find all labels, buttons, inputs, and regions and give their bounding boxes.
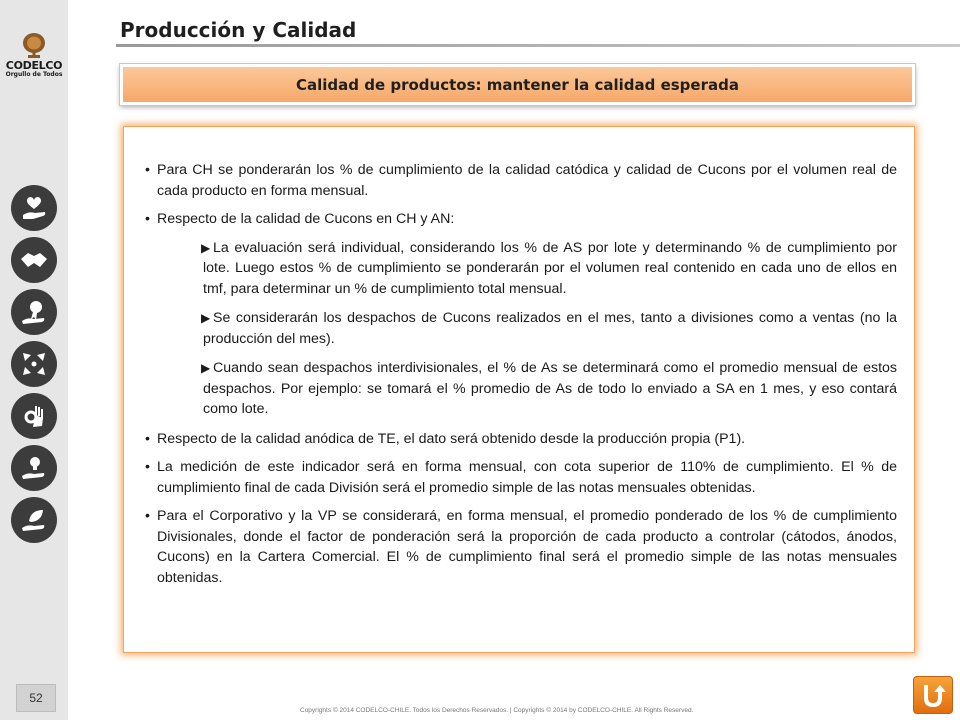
copyright-footer: Copyrights © 2014 CODELCO-CHILE. Todos los Derechos Reservados. | Copyrights © 2014 by CODELCO-CHILE. All Rights Reserved. [300,707,694,714]
bullet-text: Respecto de la calidad de Cucons en CH y AN: [157,211,455,227]
bullet-text: Respecto de la calidad anódica de TE, el dato será obtenido desde la producción propia (P1). [157,430,746,447]
logo-tagline: Orgullo de Todos [5,71,63,78]
bullet-item [145,429,897,450]
arrows-inward-icon [11,341,57,387]
sub-bullet-text: La evaluación será individual, considerando los % de AS por lote y determinando % de cumplimiento por lote. Luego estos % de cumplimiento se ponderarán por el volumen real contenido en cada uno de ellos en tmf, para determinar un % de cumplimiento total mensual. [203,239,897,297]
triangle-bullet-icon: ▶ [201,311,211,325]
triangle-bullet-icon: ▶ [201,361,211,375]
codelco-emblem-icon [19,30,49,60]
ok-hand-icon [11,393,57,439]
sub-bullet-item [145,358,897,420]
bullet-dot-icon: • [145,211,150,227]
bullet-dot-icon: • [145,459,150,475]
sidebar-icon-list [11,185,59,549]
u-turn-arrow-icon [919,681,947,709]
lightbulb-hand-icon [11,445,57,491]
bullet-item [145,209,897,230]
sub-bullet-text: Se considerarán los despachos de Cucons realizados en el mes, tanto a divisiones como a ventas (no la producción del mes). [203,310,897,347]
award-ribbon-icon [11,289,57,335]
bullet-text: Para el Corporativo y la VP se considerará, en forma mensual, el promedio ponderado de los % de cumplimiento Divisionales, donde el factor de ponderación será la proporción de cada producto a controlar (cátodos, ánodos, Cucons) en la Cartera Comercial. El % de cumplimiento final será el promedio simple de las notas mensuales obtenidas. [157,508,897,586]
bullet-dot-icon: • [145,430,150,447]
sidebar [0,0,68,720]
triangle-bullet-icon: ▶ [201,240,211,255]
return-button[interactable] [913,676,953,714]
logo-brand: CODELCO [5,59,63,72]
sub-bullet-item [145,238,897,300]
bullet-text: Para CH se ponderarán los % de cumplimiento de la calidad catódica y calidad de Cucons por el volumen real de cada producto en forma mensual. [157,162,897,199]
page-title: Producción y Calidad [120,18,357,42]
bullet-item [145,506,897,588]
banner-text: Calidad de productos: mantener la calidad esperada [296,75,739,94]
sub-bullet-text: Cuando sean despachos interdivisionales, el % de As se determinará como el promedio mensual de estos despachos. Por ejemplo: se tomará el % promedio de As de todo lo enviado a SA en 1 mes, y eso contará como lote. [203,360,897,417]
bullet-item [145,160,897,201]
bullet-text: La medición de este indicador será en forma mensual, con cota superior de 110% de cumplimiento. El % de cumplimiento final de cada División será el promedio simple de las notas mensuales obtenidas. [157,459,897,496]
page-number: 52 [16,684,56,712]
bullet-dot-icon: • [145,162,150,178]
heart-hand-icon [11,185,57,231]
bullet-item [145,457,897,498]
handshake-icon [11,237,57,283]
sub-bullet-item [145,308,897,349]
codelco-logo [4,30,64,90]
content-body [145,160,897,596]
title-divider [116,44,960,47]
bullet-dot-icon: • [145,508,150,524]
leaf-hand-icon [11,497,57,543]
subtitle-banner [120,64,915,105]
